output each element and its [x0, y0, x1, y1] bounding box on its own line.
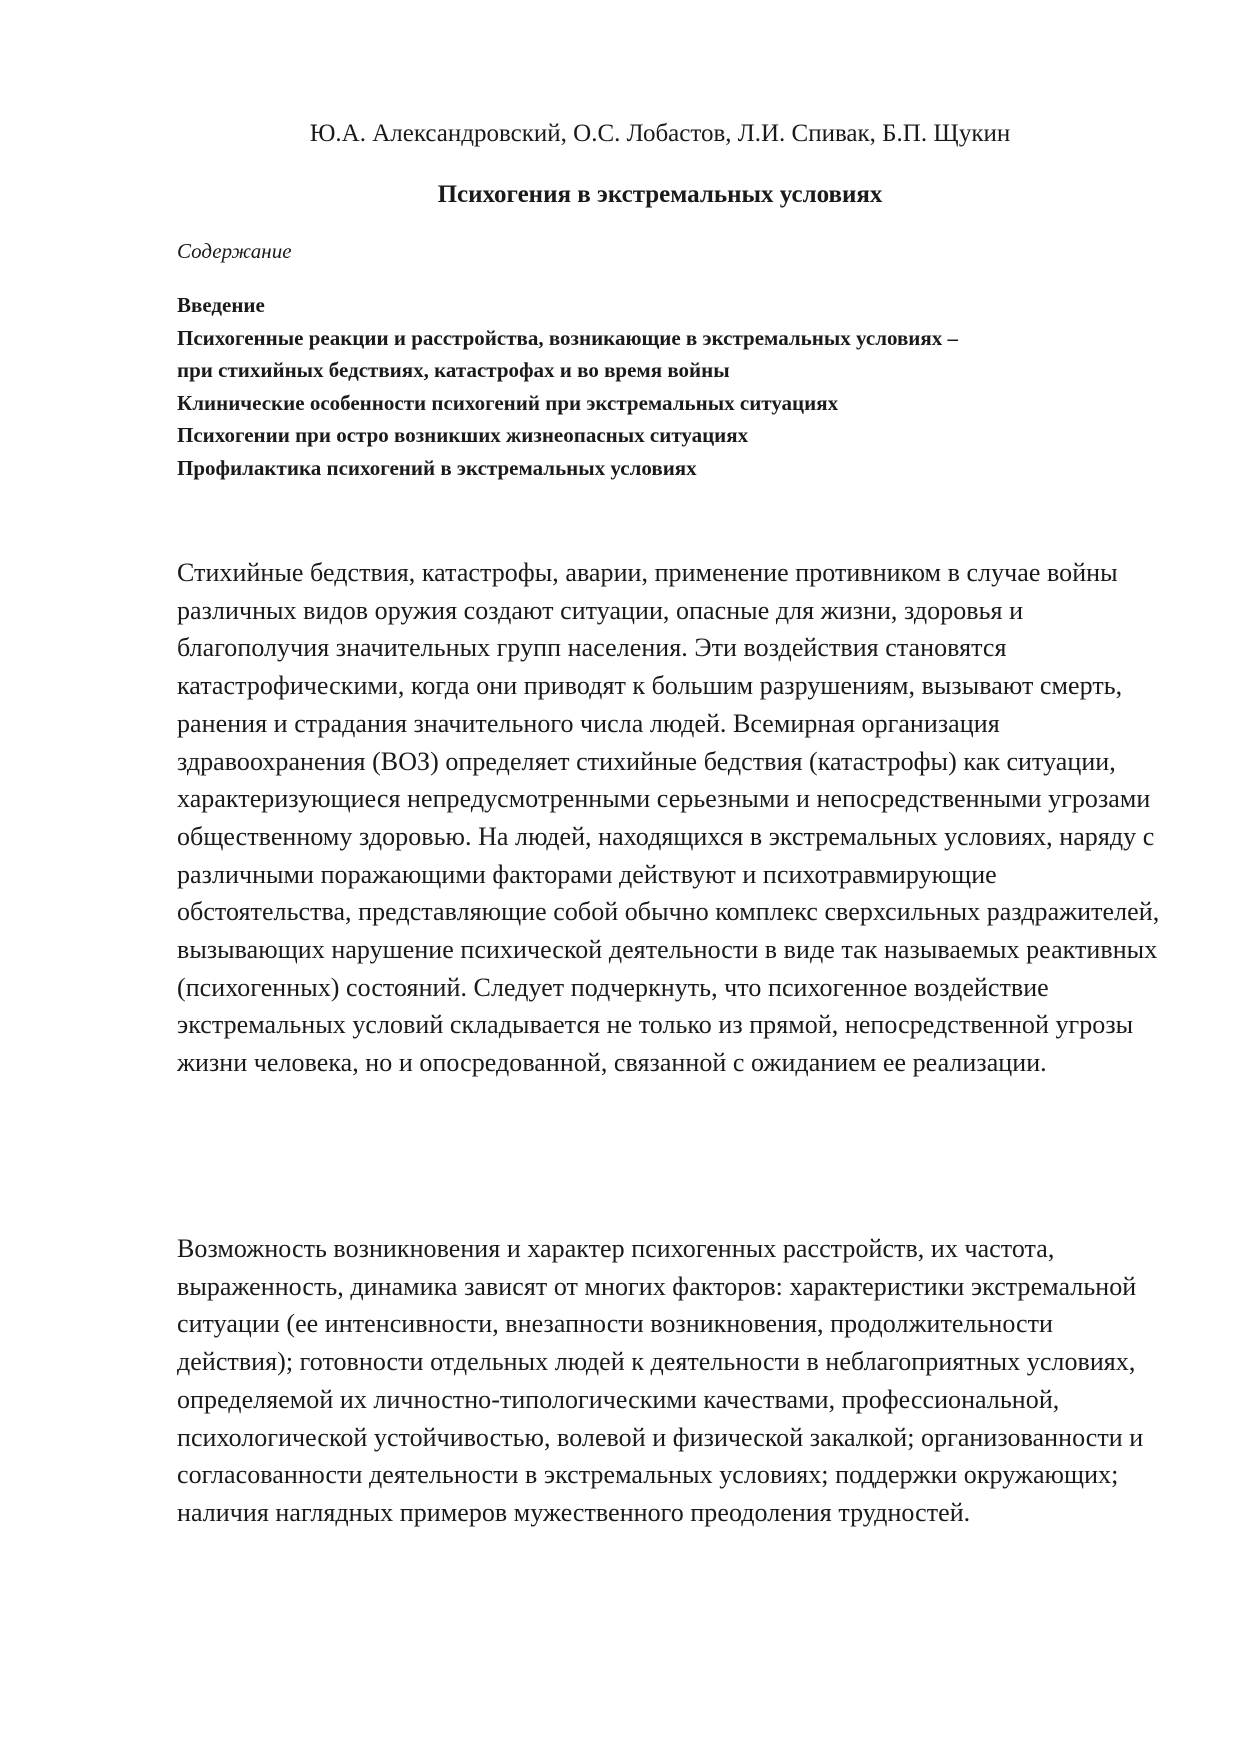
toc-item: Профилактика психогений в экстремальных условиях	[177, 455, 697, 480]
contents-heading: Содержание	[177, 239, 292, 263]
document-title: Психогения в экстремальных условиях	[437, 181, 883, 208]
body-paragraph: Возможность возникновения и характер психогенных расстройств, их частота, выраженность, динамика зависят от многих факторов: характеристики экстремальной ситуации (ее интенсивности, внезапности возникновения, продолжительности действия); готовности отдельных людей к деятельности в неблагоприятных условиях, определяемой их личностно-типологическими качествами, профессиональной, психологической устойчивостью, волевой и физической закалкой; организованности и согласованности деятельности в экстремальных условиях; поддержки окружающих; наличия наглядных примеров мужественного преодоления трудностей.	[177, 1234, 1144, 1527]
toc-item: Психогении при остро возникших жизнеопасных ситуациях	[177, 423, 749, 447]
toc-item: Введение	[177, 293, 265, 317]
table-of-contents	[177, 289, 1137, 484]
toc-item: при стихийных бедствиях, катастрофах и во время войны	[177, 358, 730, 382]
toc-item: Психогенные реакции и расстройства, возникающие в экстремальных условиях –	[177, 325, 959, 350]
authors-line: Ю.А. Александровский, О.С. Лобастов, Л.И. Спивак, Б.П. Щукин	[309, 120, 1011, 147]
body-paragraph: Стихийные бедствия, катастрофы, аварии, применение противником в случае войны различных видов оружия создают ситуации, опасные для жизни, здоровья и благополучия значительных групп населения. Эти воздействия становятся катастрофическими, когда они приводят к большим разрушениям, вызывают смерть, ранения и страдания значительного числа людей. Всемирная организация здравоохранения (ВОЗ) определяет стихийные бедствия (катастрофы) как ситуации, характеризующиеся непредусмотренными серьезными и непосредственными угрозами общественному здоровью. На людей, находящихся в экстремальных условиях, наряду с различными поражающими факторами действуют и психотравмирующие обстоятельства, представляющие собой обычно комплекс сверхсильных раздражителей, вызывающих нарушение психической деятельности в виде так называемых реактивных (психогенных) состояний. Следует подчеркнуть, что психогенное воздействие экстремальных условий складывается не только из прямой, непосредственной угрозы жизни человека, но и опосредованной, связанной с ожиданием ее реализации.	[177, 558, 1160, 1078]
toc-item: Клинические особенности психогений при экстремальных ситуациях	[177, 390, 839, 415]
